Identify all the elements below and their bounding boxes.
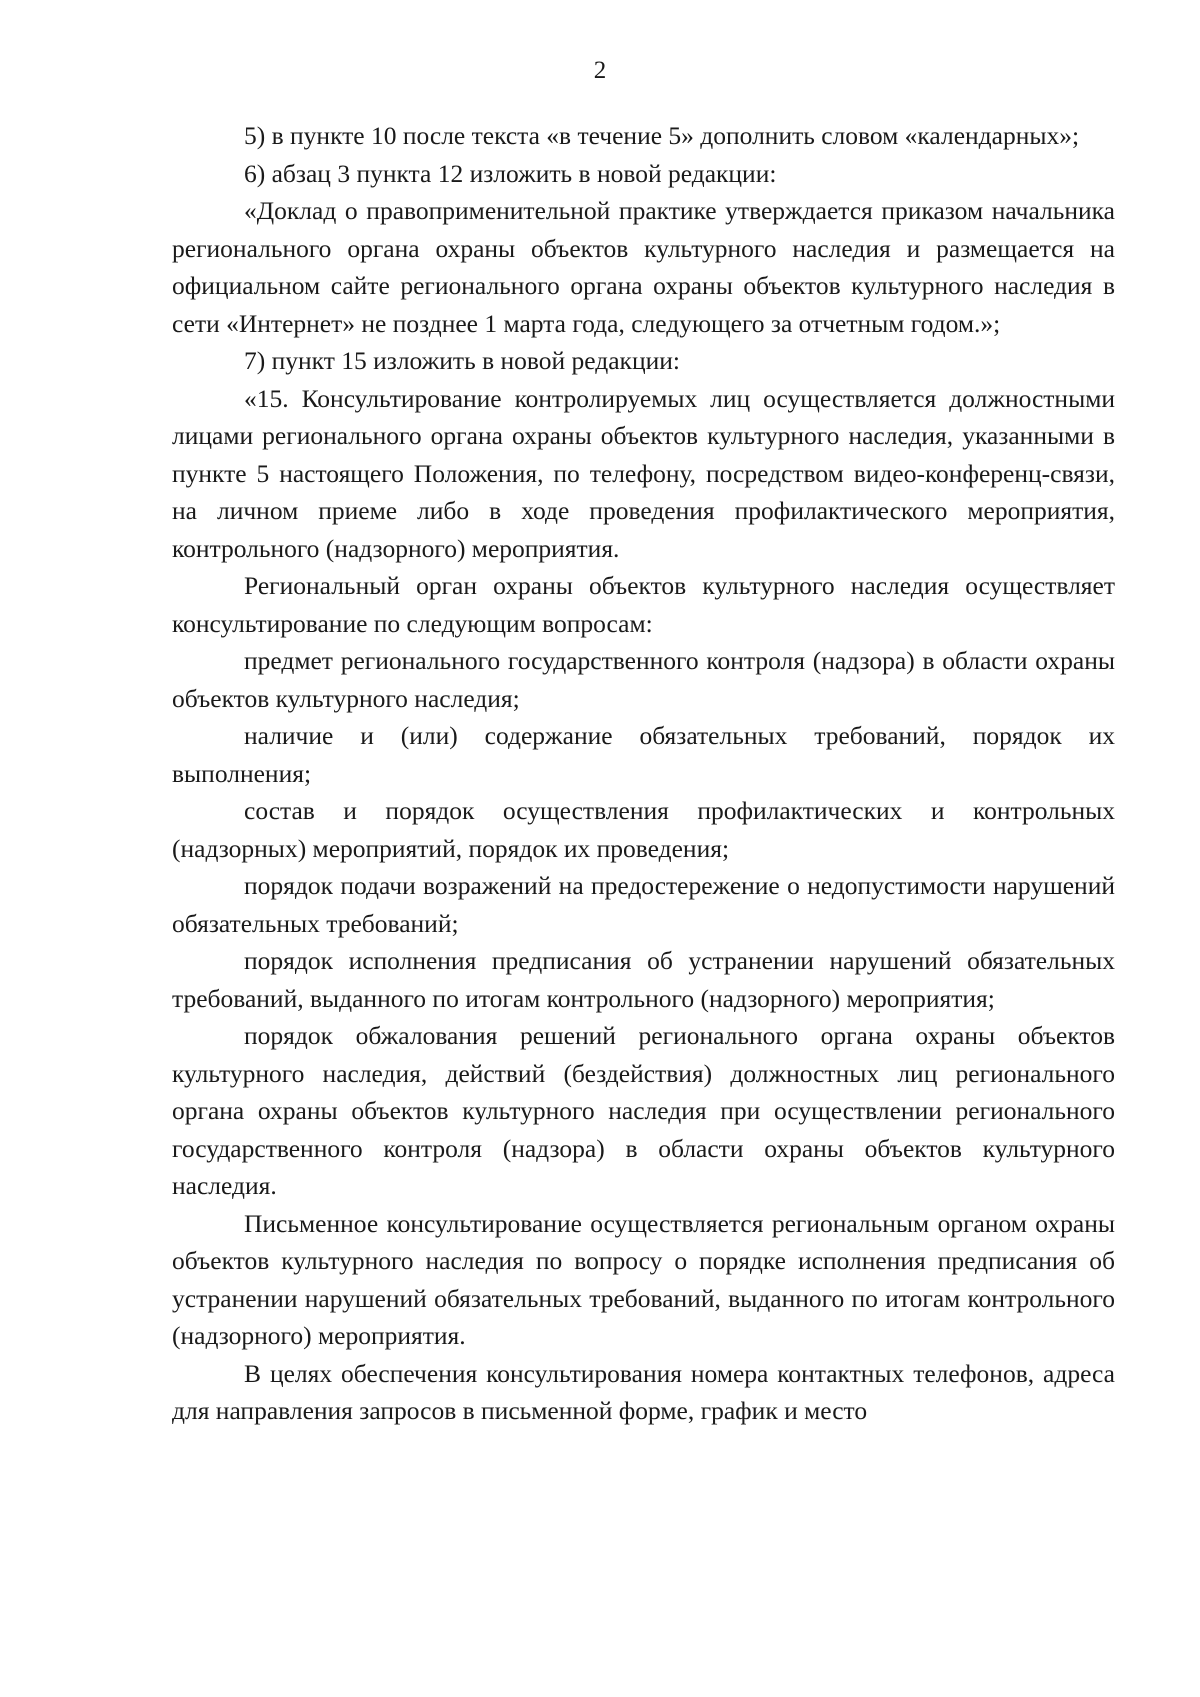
- page-number: 2: [593, 57, 607, 84]
- paragraph-item-7: 7) пункт 15 изложить в новой редакции:: [244, 346, 680, 375]
- paragraph-item-5: 5) в пункте 10 после текста «в течение 5» дополнить словом «календарных»;: [244, 121, 1080, 150]
- list-item-composition: состав и порядок осуществления профилактических и контрольных (надзорных) мероприятий, порядок их проведения;: [172, 796, 1115, 863]
- list-item-requirements: наличие и (или) содержание обязательных требований, порядок их выполнения;: [172, 721, 1115, 788]
- paragraph-contacts: В целях обеспечения консультирования номера контактных телефонов, адреса для направления запросов в письменной форме, график и место: [172, 1358, 1115, 1425]
- list-item-order-execution: порядок исполнения предписания об устранении нарушений обязательных требований, выданного по итогам контрольного (надзорного) мероприятия;: [172, 946, 1115, 1013]
- list-item-objections: порядок подачи возражений на предостережение о недопустимости нарушений обязательных требований;: [172, 871, 1115, 938]
- paragraph-written-consultation: Письменное консультирование осуществляется региональным органом охраны объектов культурного наследия по вопросу о порядке исполнения предписания об устранении нарушений обязательных требований, выданного по итогам контрольного (надзорного) мероприятия.: [172, 1208, 1115, 1350]
- paragraph-item-6: 6) абзац 3 пункта 12 изложить в новой редакции:: [244, 158, 777, 188]
- paragraph-consultation-topics: Региональный орган охраны объектов культурного наследия осуществляет консультирование по следующим вопросам:: [172, 571, 1115, 638]
- paragraph-report-text: «Доклад о правоприменительной практике утверждается приказом начальника регионального органа охраны объектов культурного наследия и размещается на официальном сайте регионального органа охраны объектов культурного наследия в сети «Интернет» не позднее 1 марта года, следующего за отчетным годом.»;: [172, 196, 1115, 338]
- list-item-subject: предмет регионального государственного контроля (надзора) в области охраны объектов культурного наследия;: [172, 646, 1115, 713]
- list-item-appeal: порядок обжалования решений регионального органа охраны объектов культурного наследия, действий (бездействия) должностных лиц регионального органа охраны объектов культурного наследия при осуществлении регионального государственного контроля (надзора) в области охраны объектов культурного наследия.: [172, 1021, 1115, 1200]
- document-body: [172, 117, 1115, 1430]
- paragraph-clause-15: «15. Консультирование контролируемых лиц осуществляется должностными лицами регионального органа охраны объектов культурного наследия, указанными в пункте 5 настоящего Положения, по телефону, посредством видео-конференц-связи, на личном приеме либо в ходе проведения профилактического мероприятия, контрольного (надзорного) мероприятия.: [172, 383, 1115, 563]
